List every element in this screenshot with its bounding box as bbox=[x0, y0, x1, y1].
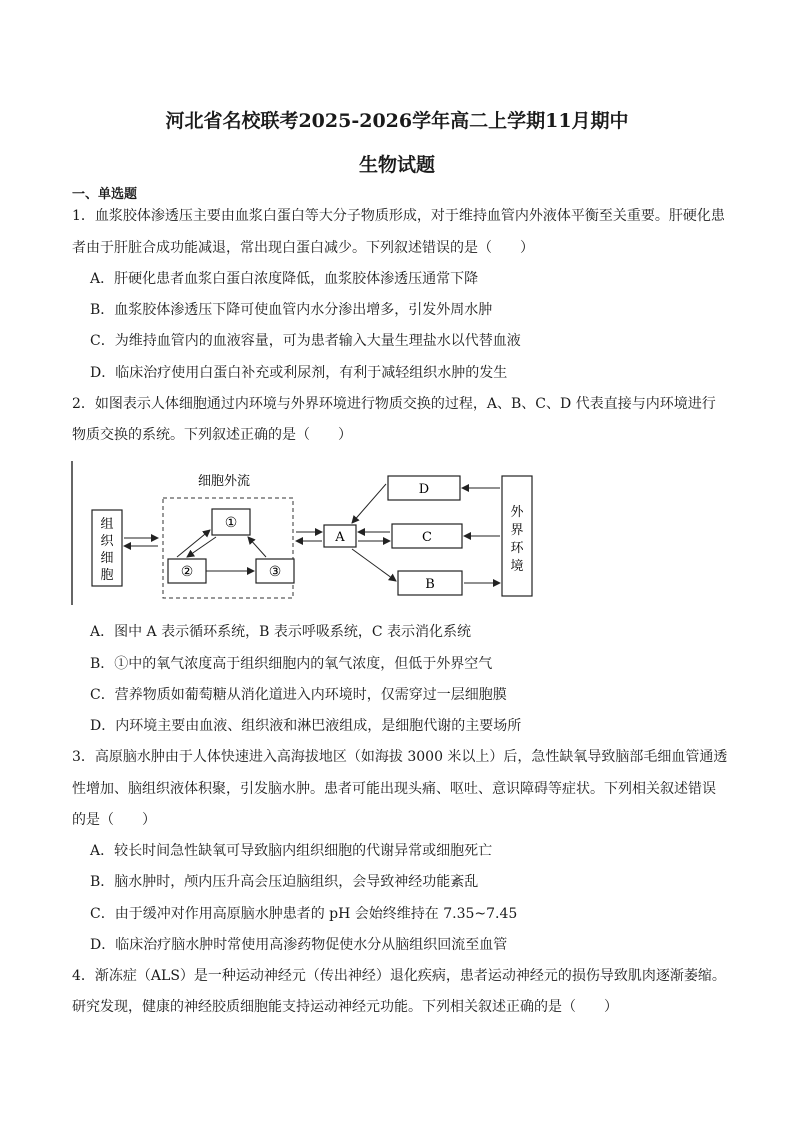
tissue-cell-char-4: 胞 bbox=[100, 568, 114, 583]
q3-stem-line-1: 3．高原脑水肿由于人体快速进入高海拔地区（如海拔 3000 米以上）后，急性缺氧导致脑部毛细血管通透 bbox=[72, 749, 728, 765]
q2-option-a: A．图中 A 表示循环系统，B 表示呼吸系统，C 表示消化系统 bbox=[90, 624, 472, 640]
q3-option-b: B．脑水肿时，颅内压升高会压迫脑组织，会导致神经功能紊乱 bbox=[90, 874, 479, 890]
paper-title: 河北省名校联考2025-2026学年高二上学期11月期中 bbox=[165, 110, 629, 132]
q1-option-d: D．临床治疗使用白蛋白补充或利尿剂，有利于减轻组织水肿的发生 bbox=[90, 365, 508, 381]
tissue-cell-char-1: 组 bbox=[100, 517, 114, 532]
q4-stem-line-1: 4．渐冻症（ALS）是一种运动神经元（传出神经）退化疾病，患者运动神经元的损伤导致肌肉逐渐萎缩。 bbox=[72, 968, 726, 984]
q1-stem-line-2: 者由于肝脏合成功能减退，常出现白蛋白减少。下列叙述错误的是（ ） bbox=[72, 240, 534, 256]
node-2-label: ② bbox=[180, 564, 194, 580]
paper-subtitle: 生物试题 bbox=[358, 154, 435, 176]
node-3-label: ③ bbox=[268, 564, 282, 580]
arrow-3-to-1 bbox=[248, 537, 266, 557]
system-B-label: B bbox=[425, 577, 435, 592]
q2-stem-line-1: 2．如图表示人体细胞通过内环境与外界环境进行物质交换的过程，A、B、C、D 代表直接与内环境进行 bbox=[72, 396, 716, 412]
extracellular-label: 细胞外流 bbox=[197, 474, 251, 489]
exchange-diagram bbox=[60, 458, 560, 608]
q2-stem-line-2: 物质交换的系统。下列叙述正确的是（ ） bbox=[72, 427, 352, 443]
section-heading: 一、单选题 bbox=[72, 187, 138, 202]
system-C-label: C bbox=[422, 530, 432, 545]
q4-stem-line-2: 研究发现，健康的神经胶质细胞能支持运动神经元功能。下列相关叙述正确的是（ ） bbox=[72, 999, 618, 1015]
q3-option-c: C．由于缓冲对作用高原脑水肿患者的 pH 会始终维持在 7.35~7.45 bbox=[90, 906, 518, 922]
tissue-cell-char-2: 织 bbox=[100, 534, 114, 549]
system-A-label: A bbox=[335, 530, 345, 545]
q3-option-a: A．较长时间急性缺氧可导致脑内组织细胞的代谢异常或细胞死亡 bbox=[90, 843, 493, 859]
system-D-label: D bbox=[418, 482, 430, 497]
q2-option-b: B．①中的氧气浓度高于组织细胞内的氧气浓度，但低于外界空气 bbox=[90, 656, 493, 672]
arrow-A-to-B bbox=[352, 549, 396, 581]
q1-option-b: B．血浆胶体渗透压下降可使血管内水分渗出增多，引发外周水肿 bbox=[90, 302, 493, 318]
q3-option-d: D．临床治疗脑水肿时常使用高渗药物促使水分从脑组织回流至血管 bbox=[90, 937, 508, 953]
external-env-char-3: 环 bbox=[510, 541, 524, 556]
arrow-1-to-2 bbox=[187, 537, 216, 557]
q2-option-c: C．营养物质如葡萄糖从消化道进入内环境时，仅需穿过一层细胞膜 bbox=[90, 687, 507, 703]
external-env-char-4: 境 bbox=[510, 559, 524, 574]
external-env-char-1: 外 bbox=[510, 505, 524, 520]
arrow-D-to-A bbox=[352, 484, 386, 523]
q3-stem-line-3: 的是（ ） bbox=[72, 812, 156, 828]
node-1-label: ① bbox=[224, 515, 238, 531]
external-env-char-2: 界 bbox=[510, 523, 524, 538]
q1-stem-line-1: 1．血浆胶体渗透压主要由血浆白蛋白等大分子物质形成，对于维持血管内外液体平衡至关重要。肝硬化患 bbox=[72, 208, 725, 224]
q1-option-a: A．肝硬化患者血浆白蛋白浓度降低，血浆胶体渗透压通常下降 bbox=[90, 271, 479, 287]
q3-stem-line-2: 性增加、脑组织液体积聚，引发脑水肿。患者可能出现头痛、呕吐、意识障碍等症状。下列相关叙述错误 bbox=[72, 781, 716, 797]
q1-option-c: C．为维持血管内的血液容量，可为患者输入大量生理盐水以代替血液 bbox=[90, 333, 521, 349]
tissue-cell-char-3: 细 bbox=[100, 551, 114, 566]
q2-option-d: D．内环境主要由血液、组织液和淋巴液组成，是细胞代谢的主要场所 bbox=[90, 718, 522, 734]
